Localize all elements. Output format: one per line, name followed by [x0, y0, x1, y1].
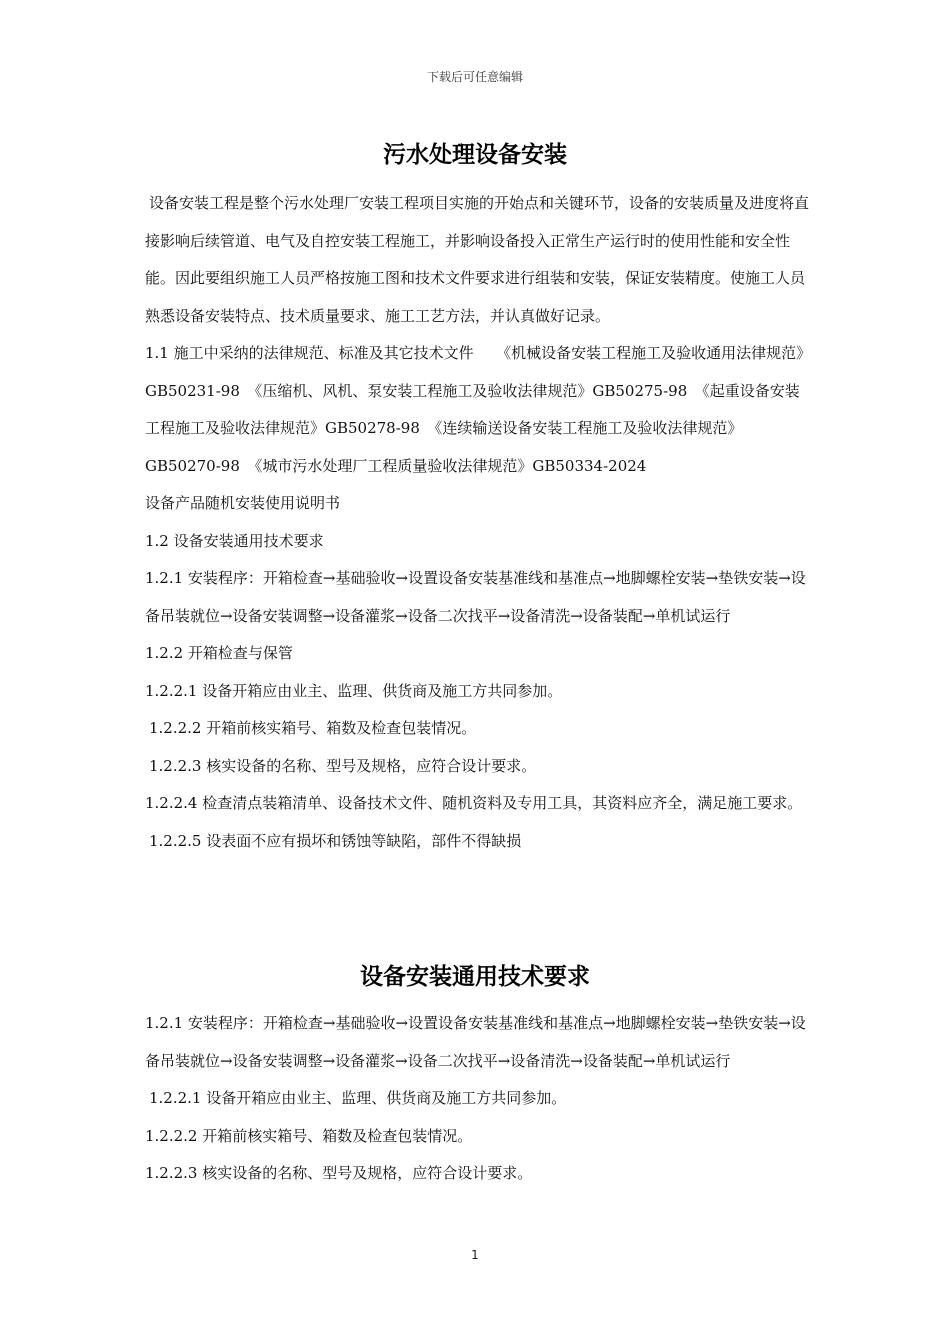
document-title: 污水处理设备安装	[383, 142, 567, 168]
page-header: 下载后可任意编辑	[426, 70, 523, 84]
section-1-2-2-3: 1.2.2.3 核实设备的名称、型号及规格，应符合设计要求。	[149, 756, 537, 775]
section-1-2-2-5: 1.2.2.5 设表面不应有损坏和锈蚀等缺陷，部件不得缺损	[149, 831, 522, 850]
section-1-2: 1.2 设备安装通用技术要求	[145, 531, 324, 550]
repeat-section-1-2-2-2: 1.2.2.2 开箱前核实箱号、箱数及检查包装情况。	[145, 1126, 473, 1145]
repeat-section-1-2-1: 1.2.1 安装程序：开箱检查→基础验收→设置设备安装基准线和基准点→地脚螺栓安装→垫铁安装→设备吊装就位→设备安装调整→设备灌浆→设备二次找平→设备清洗→设备装配→单机试运行	[145, 1014, 806, 1070]
section-1-2-2-4: 1.2.2.4 检查清点装箱清单、设备技术文件、随机资料及专用工具，其资料应齐全，满足施工要求。	[145, 794, 803, 812]
section-1-2-1: 1.2.1 安装程序：开箱检查→基础验收→设置设备安装基准线和基准点→地脚螺栓安装→垫铁安装→设备吊装就位→设备安装调整→设备灌浆→设备二次找平→设备清洗→设备装配→单机试运行	[145, 569, 806, 625]
section-1-2-2: 1.2.2 开箱检查与保管	[145, 644, 293, 662]
page-number: 1	[471, 1248, 479, 1262]
section-heading: 设备安装通用技术要求	[360, 964, 590, 990]
repeat-section-1-2-2-3: 1.2.2.3 核实设备的名称、型号及规格，应符合设计要求。	[145, 1164, 533, 1182]
body-section-2	[145, 1005, 809, 1193]
section-1-2-2-1: 1.2.2.1 设备开箱应由业主、监理、供货商及施工方共同参加。	[145, 681, 563, 700]
section-1-2-2-2: 1.2.2.2 开箱前核实箱号、箱数及检查包装情况。	[149, 719, 477, 737]
manual-line: 设备产品随机安装使用说明书	[145, 494, 341, 512]
intro-paragraph: 设备安装工程是整个污水处理厂安装工程项目实施的开始点和关键环节，设备的安装质量及进度将直接影响后续管道、电气及自控安装工程施工，并影响设备投入正常生产运行时的使用性能和安全性能。因此要组织施工人员严格按施工图和技术文件要求进行组装和安装，保证安装精度。使施工人员熟悉设备安装特点、技术质量要求、施工工艺方法，并认真做好记录。	[145, 194, 810, 325]
repeat-section-1-2-2-1: 1.2.2.1 设备开箱应由业主、监理、供货商及施工方共同参加。	[149, 1089, 567, 1107]
section-1-1: 1.1 施工中采纳的法律规范、标准及其它技术文件 《机械设备安装工程施工及验收通用法律规范》GB50231-98 《压缩机、风机、泵安装工程施工及验收法律规范》GB50275-98 《起重设备安装工程施工及验收法律规范》GB50278-98 《连续输送设备安装工程施工及验收法律规范》GB50270-98 《城市污水处理厂工程质量验收法律规范》GB50334-2024	[145, 344, 804, 475]
body-section-1	[145, 185, 809, 860]
